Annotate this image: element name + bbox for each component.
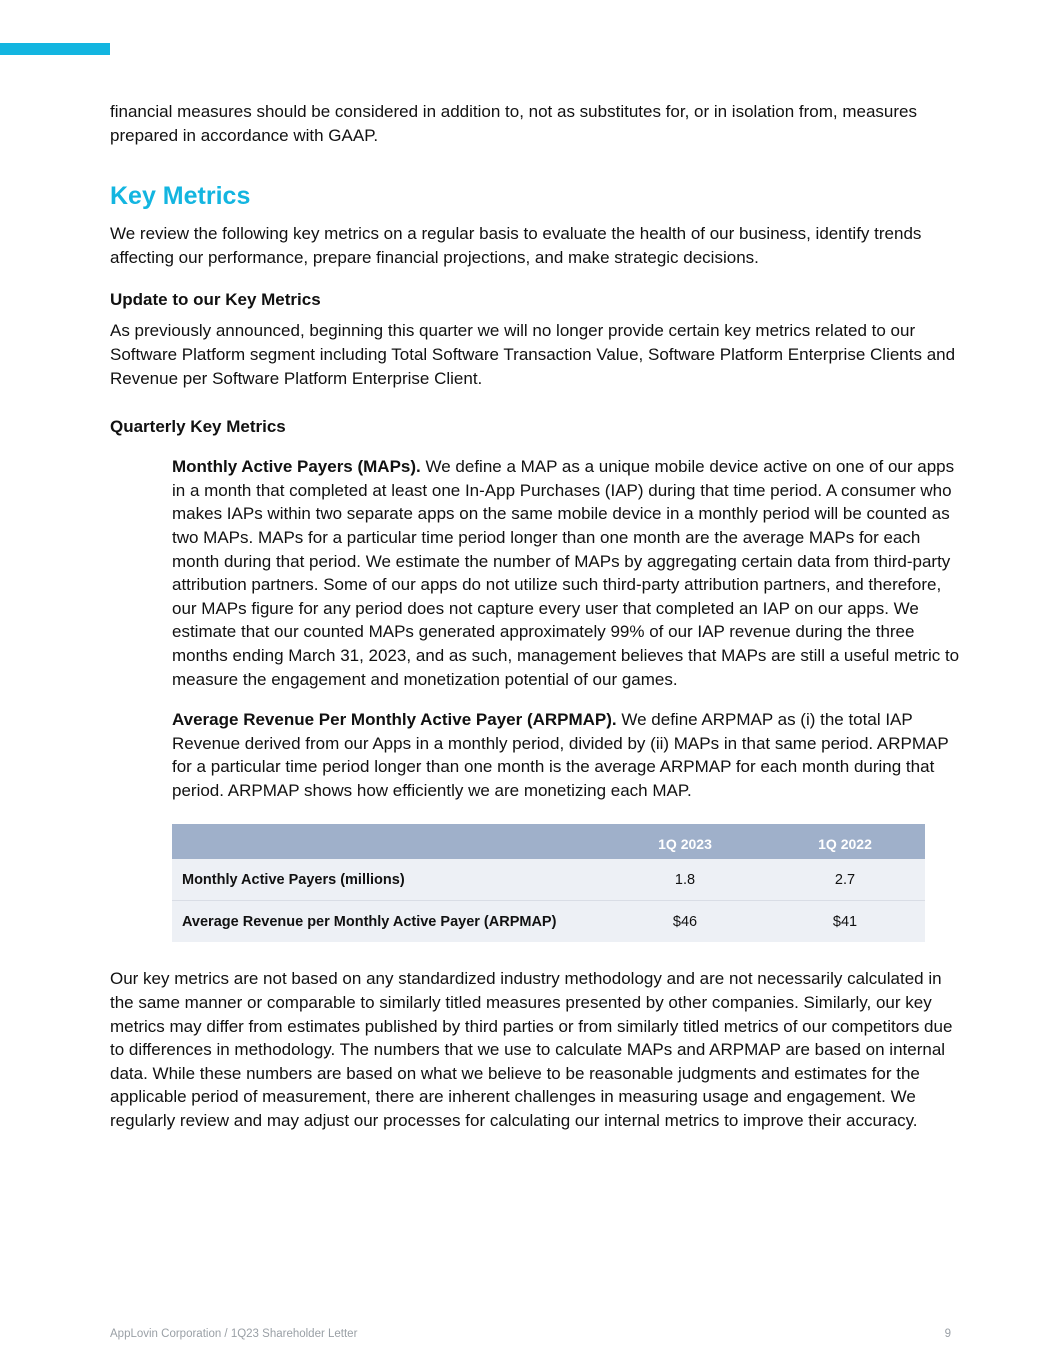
- maps-term: Monthly Active Payers (MAPs).: [172, 457, 421, 477]
- arpmap-text: We define ARPMAP as (i) the total IAP Revenue derived from our Apps in a monthly period, divided by (ii) MAPs in that same period. ARPMAP for a particular time period longer than one month is the average ARPMAP for each month during that period. ARPMAP shows how efficiently we are monetizing each MAP.: [172, 710, 949, 800]
- key-metrics-table: [172, 824, 925, 942]
- arpmap-term: Average Revenue Per Monthly Active Payer (ARPMAP).: [172, 710, 617, 730]
- accent-bar: [0, 43, 110, 55]
- maps-definition: [172, 455, 960, 691]
- maps-text: We define a MAP as a unique mobile device active on one of our apps in a month that completed at least one In-App Purchases (IAP) during that time period. A consumer who makes IAPs within two separate apps on the same mobile device in a monthly period will be counted as two MAPs. MAPs for a particular time period longer than one month are the average MAPs for each month during that period. We estimate the number of MAPs by aggregating certain data from third-party attribution partners. Some of our apps do not utilize such third-party attribution partners, and therefore, our MAPs figure for any period does not capture every user that completed an IAP on our apps. We estimate that our counted MAPs generated approximately 99% of our IAP revenue during the three months ending March 31, 2023, and as such, management believes that MAPs are still a useful metric to measure the engagement and monetization potential of our games.: [172, 457, 960, 689]
- table-header-1q2022: 1Q 2022: [765, 824, 925, 859]
- page-number: 9: [944, 1328, 951, 1340]
- key-metrics-heading: Key Metrics: [110, 182, 251, 211]
- table-header-row: [172, 824, 925, 859]
- closing-paragraph: Our key metrics are not based on any standardized industry methodology and are not necessarily calculated in the same manner or comparable to similarly titled measures presented by other companies. Similarly, our key metrics may differ from estimates published by third parties or from similarly titled metrics of our competitors due to differences in methodology. The numbers that we use to calculate MAPs and ARPMAP are based on internal data. While these numbers are based on what we believe to be reasonable judgments and estimates for the applicable period of measurement, there are inherent challenges in measuring usage and engagement. We regularly review and may adjust our processes for calculating our internal metrics to improve their accuracy.: [110, 969, 953, 1131]
- update-paragraph: As previously announced, beginning this quarter we will no longer provide certain key metrics related to our Software Platform segment including Total Software Transaction Value, Software Platform Enterprise Clients and Revenue per Software Platform Enterprise Client.: [110, 321, 956, 388]
- row-value-1q2022: $41: [765, 901, 925, 943]
- table-row: [172, 901, 925, 943]
- row-value-1q2022: 2.7: [765, 859, 925, 901]
- intro-paragraph: financial measures should be considered in addition to, not as substitutes for, or in isolation from, measures prepared in accordance with GAAP.: [110, 102, 917, 145]
- row-value-1q2023: $46: [605, 901, 765, 943]
- table-header-label: [172, 824, 605, 859]
- key-metrics-intro: We review the following key metrics on a regular basis to evaluate the health of our business, identify trends affecting our performance, prepare financial projections, and make strategic decisions.: [110, 224, 922, 267]
- row-value-1q2023: 1.8: [605, 859, 765, 901]
- footer-text: AppLovin Corporation / 1Q23 Shareholder Letter: [110, 1328, 358, 1340]
- table-header-1q2023: 1Q 2023: [605, 824, 765, 859]
- update-heading: Update to our Key Metrics: [110, 290, 321, 310]
- table-row: [172, 859, 925, 901]
- arpmap-definition: [172, 708, 960, 802]
- page-content: [110, 100, 968, 1133]
- row-label: Monthly Active Payers (millions): [172, 859, 605, 901]
- row-label: Average Revenue per Monthly Active Payer (ARPMAP): [172, 901, 605, 943]
- quarterly-heading: Quarterly Key Metrics: [110, 417, 286, 437]
